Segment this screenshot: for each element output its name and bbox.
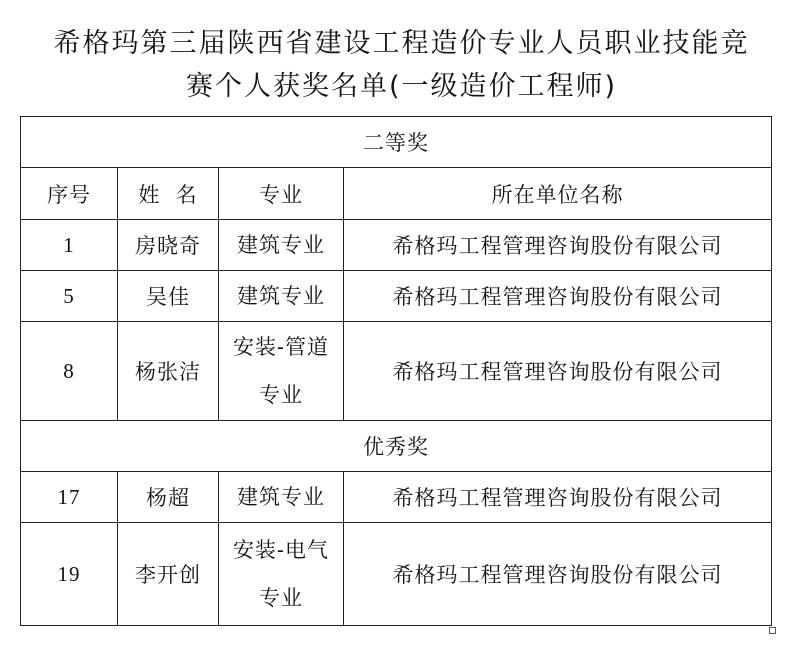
cell-unit: 希格玛工程管理咨询股份有限公司 — [344, 271, 772, 322]
table-row — [21, 220, 772, 271]
major-line-1: 建筑专业 — [237, 233, 325, 257]
cell-name: 房晓奇 — [118, 220, 219, 271]
major-line-1: 安装-管道 — [232, 335, 330, 359]
table-row — [21, 271, 772, 322]
cell-major — [219, 472, 344, 523]
table-row — [21, 472, 772, 523]
cell-name: 杨超 — [118, 472, 219, 523]
paragraph-end-marker — [769, 627, 776, 634]
header-major: 专业 — [219, 168, 344, 220]
award-table — [20, 116, 772, 626]
cell-no: 17 — [21, 472, 118, 523]
header-no: 序号 — [21, 168, 118, 220]
cell-no: 19 — [21, 523, 118, 626]
group-label: 优秀奖 — [21, 421, 772, 472]
cell-no: 8 — [21, 322, 118, 421]
cell-name: 李开创 — [118, 523, 219, 626]
group-header-row — [21, 117, 772, 168]
table-row — [21, 322, 772, 421]
cell-major — [219, 220, 344, 271]
major-line-2: 专业 — [259, 383, 303, 407]
group-header-row — [21, 421, 772, 472]
header-name: 姓 名 — [118, 168, 219, 220]
cell-unit: 希格玛工程管理咨询股份有限公司 — [344, 220, 772, 271]
cell-unit: 希格玛工程管理咨询股份有限公司 — [344, 523, 772, 626]
document-title — [0, 22, 803, 108]
header-unit: 所在单位名称 — [344, 168, 772, 220]
major-line-1: 安装-电气 — [232, 538, 330, 562]
cell-name: 杨张洁 — [118, 322, 219, 421]
major-line-1: 建筑专业 — [237, 284, 325, 308]
cell-unit: 希格玛工程管理咨询股份有限公司 — [344, 322, 772, 421]
cell-major — [219, 523, 344, 626]
cell-no: 5 — [21, 271, 118, 322]
cell-major — [219, 271, 344, 322]
title-line-1: 希格玛第三届陕西省建设工程造价专业人员职业技能竞 — [53, 28, 750, 59]
table-row — [21, 523, 772, 626]
cell-major — [219, 322, 344, 421]
cell-unit: 希格玛工程管理咨询股份有限公司 — [344, 472, 772, 523]
column-header-row — [21, 168, 772, 220]
cell-no: 1 — [21, 220, 118, 271]
cell-name: 吴佳 — [118, 271, 219, 322]
title-line-2: 赛个人获奖名单(一级造价工程师) — [185, 71, 618, 102]
major-line-1: 建筑专业 — [237, 485, 325, 509]
group-label: 二等奖 — [21, 117, 772, 168]
major-line-2: 专业 — [259, 586, 303, 610]
